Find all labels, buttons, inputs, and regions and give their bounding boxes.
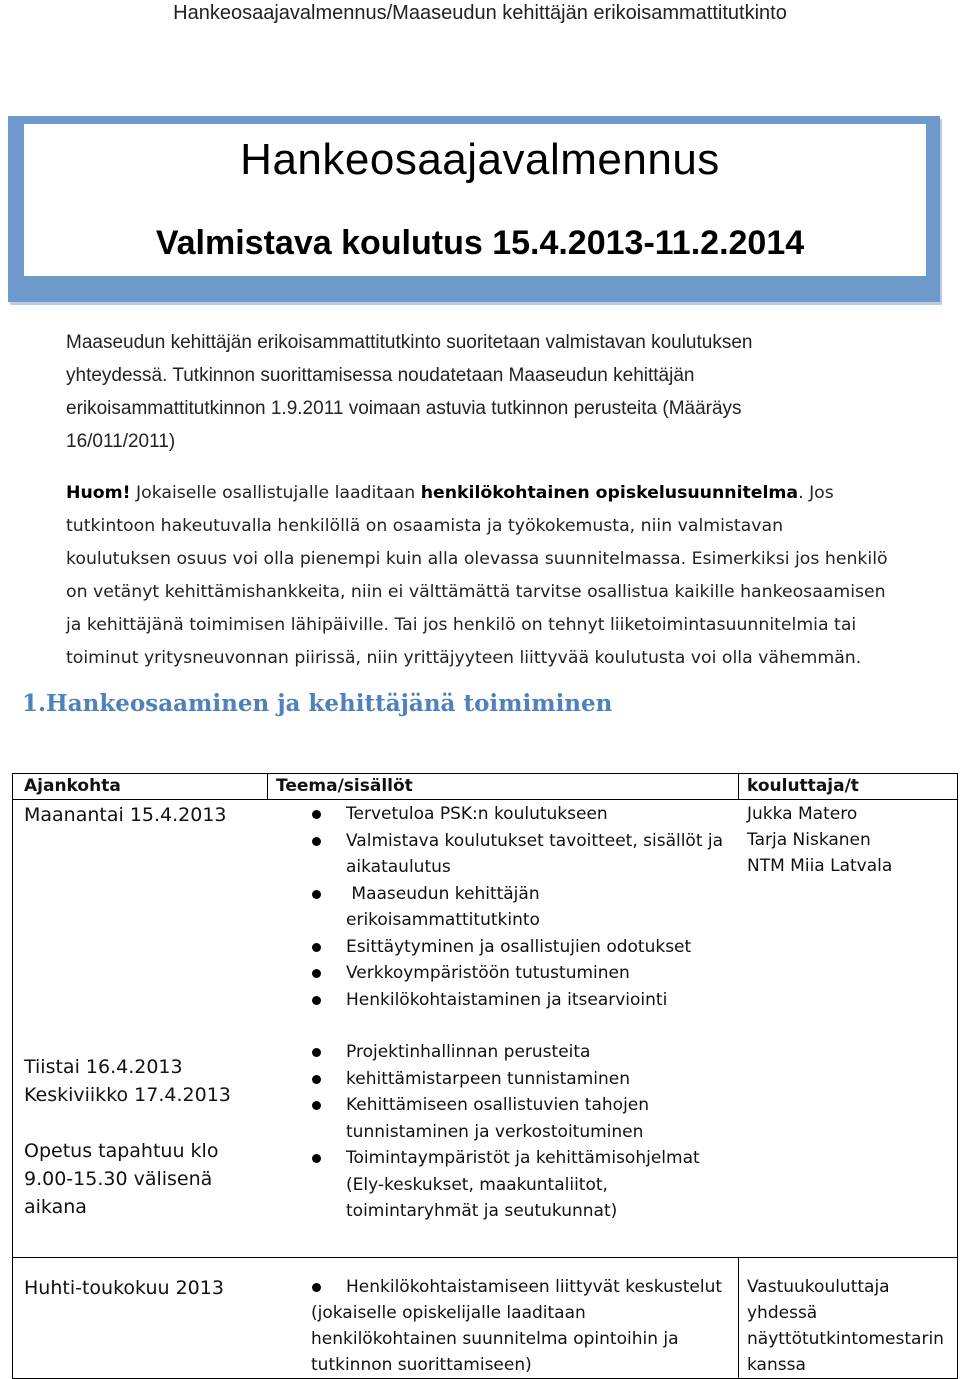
row3-item: Henkilökohtaistamiseen liittyvät keskustelut: [346, 1277, 723, 1297]
row2-topics: [346, 1039, 736, 1225]
bullet-icon: [312, 1075, 321, 1084]
header-teema: Teema/sisällöt: [276, 776, 413, 796]
list-item: kehittämistarpeen tunnistaminen: [346, 1066, 736, 1093]
note-bold: henkilökohtainen opiskelusuunnitelma: [420, 483, 799, 503]
intro-line: yhteydessä. Tutkinnon suorittamisessa noudatetaan Maaseudun kehittäjän: [66, 365, 695, 386]
date-line: Opetus tapahtuu klo: [24, 1140, 219, 1162]
bullet-icon: [312, 1048, 321, 1057]
page-subtitle: Valmistava koulutus 15.4.2013-11.2.2014: [155, 224, 805, 262]
bullet-icon: [312, 996, 321, 1005]
list-item: Projektinhallinnan perusteita: [346, 1039, 736, 1066]
row1-date: Maanantai 15.4.2013: [24, 804, 227, 826]
list-item: Kehittämiseen osallistuvien tahojen tunnistaminen ja verkostoituminen: [346, 1092, 736, 1145]
bullet-icon: [312, 810, 321, 819]
date-line: Tiistai 16.4.2013: [24, 1056, 183, 1078]
intro-line: Maaseudun kehittäjän erikoisammattitutkinto suoritetaan valmistavan koulutuksen: [66, 332, 753, 353]
date-line: aikana: [24, 1196, 87, 1218]
list-item: Valmistava koulutukset tavoitteet, sisällöt ja aikataulutus: [346, 828, 736, 881]
note-huom: Huom!: [66, 483, 131, 503]
bullet-icon: [312, 969, 321, 978]
row3-trainer: Vastuukouluttaja yhdessä näyttötutkintomestarin kanssa: [747, 1277, 944, 1375]
row2-dates: [24, 1053, 231, 1221]
row1-trainers: [747, 801, 892, 879]
bullet-icon: [312, 837, 321, 846]
header-ajankohta: Ajankohta: [24, 776, 121, 796]
note-line: toiminut yritysneuvonnan piirissä, niin yrittäjyyteen liittyvää koulutusta voi olla vähemmän.: [66, 648, 862, 668]
trainer-name: Tarja Niskanen: [747, 830, 871, 850]
list-item: Esittäytyminen ja osallistujien odotukset: [346, 934, 736, 961]
row3-topic: [311, 1274, 731, 1378]
note-paragraph: [66, 477, 926, 675]
list-item: Henkilökohtaistaminen ja itsearviointi: [346, 987, 736, 1014]
page-title: Hankeosaajavalmennus: [240, 135, 720, 184]
intro-line: erikoisammattitutkinnon 1.9.2011 voimaan astuvia tutkinnon perusteita (Määräys: [66, 398, 742, 419]
bullet-icon: [312, 943, 321, 952]
note-lead: Jokaiselle osallistujalle laaditaan: [130, 483, 421, 503]
note-line: ja kehittäjänä toimimisen lähipäiville. Tai jos henkilö on tehnyt liiketoimintasuunnitelmia tai: [66, 615, 857, 635]
running-header: Hankeosaajavalmennus/Maaseudun kehittäjän erikoisammattitutkinto: [173, 2, 787, 24]
row3-item-continuation: (jokaiselle opiskelijalle laaditaan henkilökohtainen suunnitelma opintoihin ja tutkinnon suorittamiseen): [311, 1303, 679, 1375]
bullet-icon: [312, 1154, 321, 1163]
header-kouluttaja: kouluttaja/t: [747, 776, 859, 796]
note-line: tutkintoon hakeutuvalla henkilöllä on osaamista ja työkokemusta, niin valmistavan: [66, 516, 784, 536]
note-line: [66, 477, 926, 510]
list-item: Tervetuloa PSK:n koulutukseen: [346, 801, 736, 828]
list-item: Verkkoympäristöön tutustuminen: [346, 960, 736, 987]
schedule-table: [12, 773, 958, 1379]
note-line: on vetänyt kehittämishankkeita, niin ei välttämättä tarvitse osallistua kaikille hankeosaamisen: [66, 582, 886, 602]
row1-topics: [346, 801, 736, 1013]
bullet-icon: [312, 1101, 321, 1110]
intro-line: 16/011/2011): [66, 431, 176, 452]
note-tail: . Jos: [798, 483, 834, 503]
trainer-name: NTM Miia Latvala: [747, 856, 893, 876]
section-heading: 1.Hankeosaaminen ja kehittäjänä toimiminen: [22, 690, 613, 717]
date-line: 9.00-15.30 välisenä: [24, 1168, 213, 1190]
date-line: Keskiviikko 17.4.2013: [24, 1084, 231, 1106]
list-item: Toimintaympäristöt ja kehittämisohjelmat (Ely-keskukset, maakuntaliitot, toimintaryhmät ja seutukunnat): [346, 1145, 736, 1225]
row3-date: Huhti-toukokuu 2013: [24, 1277, 224, 1299]
trainer-name: Jukka Matero: [747, 804, 858, 824]
date-line: [24, 1109, 231, 1137]
intro-paragraph: [66, 326, 926, 458]
bullet-icon: [312, 1283, 321, 1292]
note-line: koulutuksen osuus voi olla pienempi kuin alla olevassa suunnitelmassa. Esimerkiksi jos henkilö: [66, 549, 888, 569]
bullet-icon: [312, 890, 321, 899]
list-item: Maaseudun kehittäjän erikoisammattitutkinto: [346, 881, 736, 934]
